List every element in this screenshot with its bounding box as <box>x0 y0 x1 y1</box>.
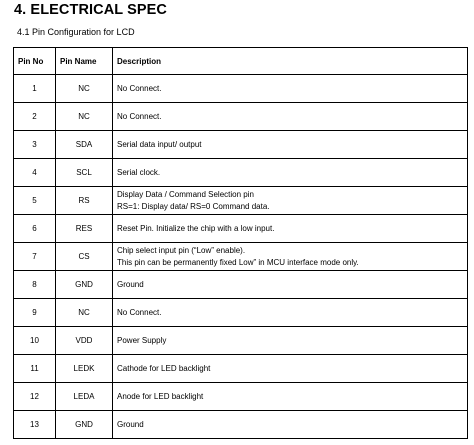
table-body <box>14 75 468 439</box>
pin-name-cell: NC <box>56 75 113 103</box>
pin-description-cell: Serial clock. <box>113 159 468 187</box>
pin-description-cell: Cathode for LED backlight <box>113 355 468 383</box>
pin-number-cell: 2 <box>14 103 56 131</box>
pin-name-cell: SCL <box>56 159 113 187</box>
header-description: Description <box>113 48 468 75</box>
pin-number-cell: 11 <box>14 355 56 383</box>
table-row <box>14 243 468 271</box>
header-row <box>14 48 468 75</box>
pin-number-cell: 6 <box>14 215 56 243</box>
table-row <box>14 271 468 299</box>
table-row <box>14 355 468 383</box>
pin-description-cell: No Connect. <box>113 103 468 131</box>
pin-number-cell: 10 <box>14 327 56 355</box>
pin-name-cell: RS <box>56 187 113 215</box>
page-title: 4. ELECTRICAL SPEC <box>14 2 168 18</box>
section-title: 4.1 Pin Configuration for LCD <box>17 27 135 37</box>
pin-description-cell: Reset Pin. Initialize the chip with a low input. <box>113 215 468 243</box>
table-row <box>14 103 468 131</box>
table-row <box>14 75 468 103</box>
table-row <box>14 187 468 215</box>
pin-description-cell: Ground <box>113 271 468 299</box>
pin-number-cell: 13 <box>14 411 56 439</box>
table-row <box>14 327 468 355</box>
table-row <box>14 159 468 187</box>
header-pin-name: Pin Name <box>56 48 113 75</box>
table-row <box>14 299 468 327</box>
pin-description-cell: No Connect. <box>113 299 468 327</box>
pin-name-cell: LEDK <box>56 355 113 383</box>
pin-description-cell: No Connect. <box>113 75 468 103</box>
pin-number-cell: 12 <box>14 383 56 411</box>
pin-name-cell: NC <box>56 103 113 131</box>
table-row <box>14 411 468 439</box>
pin-number-cell: 9 <box>14 299 56 327</box>
pin-description-cell: Anode for LED backlight <box>113 383 468 411</box>
pin-description-cell: Serial data input/ output <box>113 131 468 159</box>
pin-number-cell: 1 <box>14 75 56 103</box>
pin-description-cell: Ground <box>113 411 468 439</box>
pin-description-cell: Chip select input pin (“Low” enable). This pin can be permanently fixed Low” in MCU interface mode only. <box>113 243 468 271</box>
table-row <box>14 131 468 159</box>
pin-name-cell: RES <box>56 215 113 243</box>
pin-name-cell: LEDA <box>56 383 113 411</box>
table-row <box>14 383 468 411</box>
pin-configuration-table <box>13 47 468 439</box>
pin-name-cell: SDA <box>56 131 113 159</box>
pin-name-cell: CS <box>56 243 113 271</box>
pin-name-cell: NC <box>56 299 113 327</box>
pin-name-cell: GND <box>56 271 113 299</box>
pin-name-cell: VDD <box>56 327 113 355</box>
table-header <box>14 48 468 75</box>
pin-description-cell: Display Data / Command Selection pin RS=1: Display data/ RS=0 Command data. <box>113 187 468 215</box>
pin-number-cell: 8 <box>14 271 56 299</box>
table-row <box>14 215 468 243</box>
pin-number-cell: 4 <box>14 159 56 187</box>
pin-name-cell: GND <box>56 411 113 439</box>
header-pin-no: Pin No <box>14 48 56 75</box>
pin-description-cell: Power Supply <box>113 327 468 355</box>
pin-number-cell: 7 <box>14 243 56 271</box>
pin-number-cell: 5 <box>14 187 56 215</box>
pin-number-cell: 3 <box>14 131 56 159</box>
